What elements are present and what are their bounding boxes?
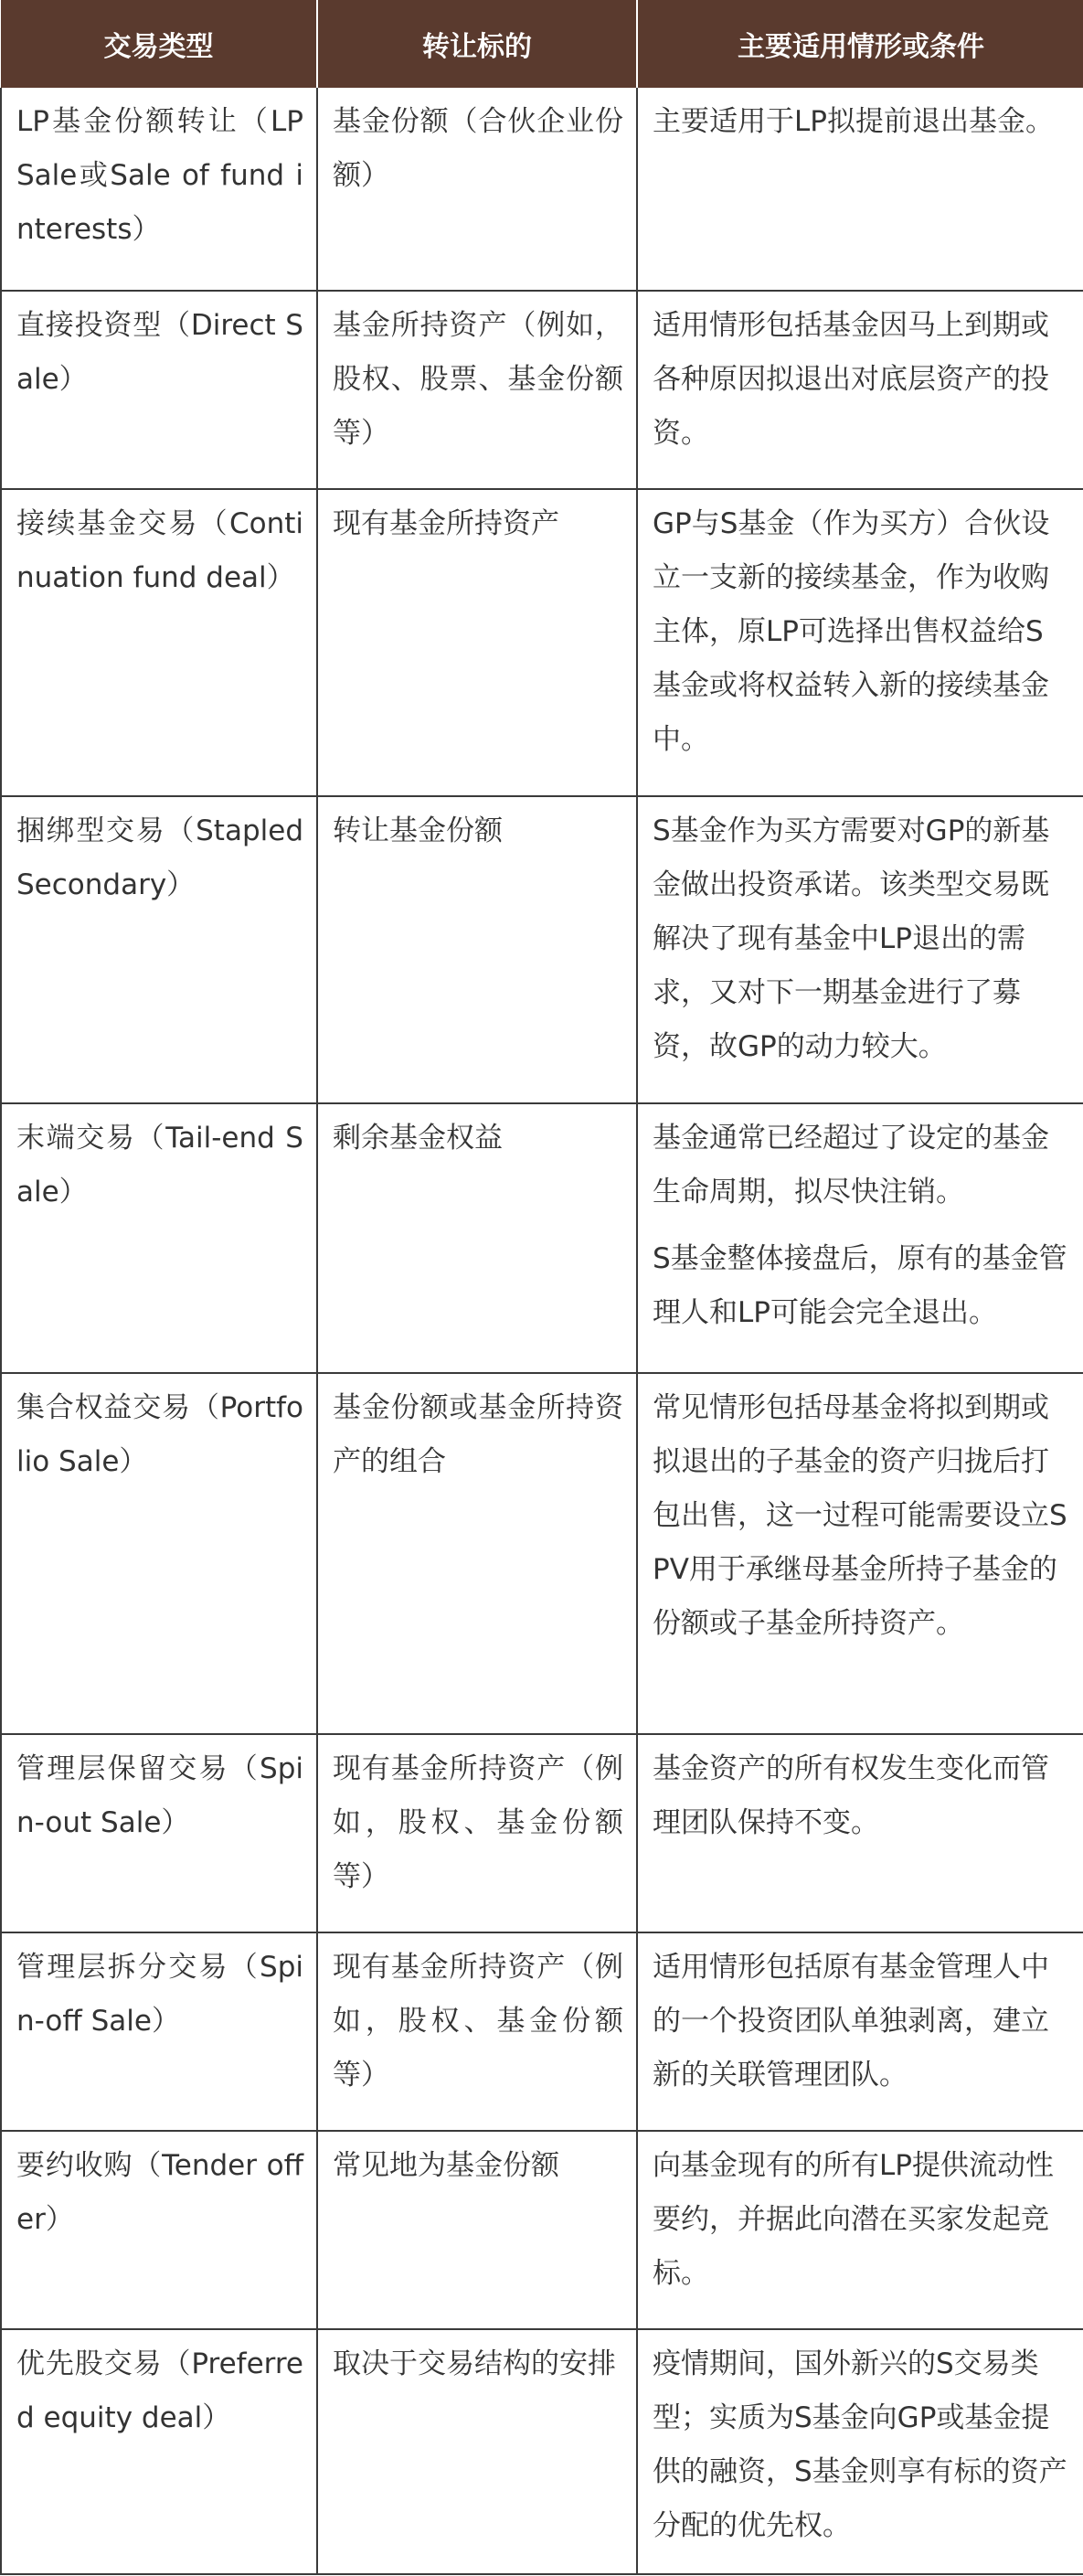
- table-row: [1, 1103, 1083, 1373]
- conditions-cell: [637, 1103, 1083, 1373]
- table-row: [1, 88, 1083, 291]
- table-row: [1, 2329, 1083, 2574]
- transfer-target-cell: 转让基金份额: [317, 796, 637, 1103]
- table-row: [1, 291, 1083, 489]
- table-row: [1, 2131, 1083, 2329]
- transaction-type-cell: 要约收购（Tender offer）: [1, 2131, 317, 2329]
- transfer-target-cell: 基金所持资产（例如，股权、股票、基金份额等）: [317, 291, 637, 489]
- conditions-paragraph: 向基金现有的所有LP提供流动性要约，并据此向潜在买家发起竞标。: [653, 2149, 1054, 2290]
- transaction-type-cell: LP基金份额转让（LP Sale或Sale of fund interests）: [1, 88, 317, 291]
- header-transaction-type: 交易类型: [1, 0, 317, 88]
- conditions-cell: [637, 1373, 1083, 1734]
- header-applicable-conditions: 主要适用情形或条件: [637, 0, 1083, 88]
- conditions-cell: [637, 796, 1083, 1103]
- conditions-cell: [637, 1734, 1083, 1932]
- conditions-cell: [637, 489, 1083, 796]
- conditions-cell: [637, 2131, 1083, 2329]
- conditions-paragraph: 适用情形包括基金因马上到期或各种原因拟退出对底层资产的投资。: [653, 309, 1049, 450]
- transfer-target-cell: 基金份额（合伙企业份额）: [317, 88, 637, 291]
- table-row: [1, 489, 1083, 796]
- conditions-cell: [637, 291, 1083, 489]
- table-header-row: [1, 0, 1083, 88]
- transaction-type-cell: 管理层拆分交易（Spin-off Sale）: [1, 1932, 317, 2131]
- conditions-paragraph: S基金作为买方需要对GP的新基金做出投资承诺。该类型交易既解决了现有基金中LP退出的需求，又对下一期基金进行了募资，故GP的动力较大。: [653, 814, 1050, 1063]
- transfer-target-cell: 常见地为基金份额: [317, 2131, 637, 2329]
- transaction-type-cell: 直接投资型（Direct Sale）: [1, 291, 317, 489]
- transaction-type-cell: 捆绑型交易（Stapled Secondary）: [1, 796, 317, 1103]
- table-row: [1, 1373, 1083, 1734]
- conditions-paragraph: 常见情形包括母基金将拟到期或拟退出的子基金的资产归拢后打包出售，这一过程可能需要设立SPV用于承继母基金所持子基金的份额或子基金所持资产。: [653, 1391, 1067, 1640]
- conditions-cell: [637, 2329, 1083, 2574]
- transaction-type-cell: 接续基金交易（Continuation fund deal）: [1, 489, 317, 796]
- transfer-target-cell: 剩余基金权益: [317, 1103, 637, 1373]
- table-row: [1, 1932, 1083, 2131]
- conditions-paragraph: S基金整体接盘后，原有的基金管理人和LP可能会完全退出。: [653, 1242, 1067, 1329]
- conditions-paragraph: 基金资产的所有权发生变化而管理团队保持不变。: [653, 1752, 1049, 1839]
- conditions-cell: [637, 1932, 1083, 2131]
- conditions-paragraph: 主要适用于LP拟提前退出基金。: [653, 105, 1054, 138]
- header-transfer-target: 转让标的: [317, 0, 637, 88]
- transfer-target-cell: 现有基金所持资产（例如，股权、基金份额等）: [317, 1932, 637, 2131]
- conditions-paragraph: 适用情形包括原有基金管理人中的一个投资团队单独剥离，建立新的关联管理团队。: [653, 1951, 1049, 2092]
- conditions-paragraph: 基金通常已经超过了设定的基金生命周期，拟尽快注销。: [653, 1122, 1049, 1208]
- transaction-type-cell: 末端交易（Tail-end Sale）: [1, 1103, 317, 1373]
- transaction-type-cell: 优先股交易（Preferred equity deal）: [1, 2329, 317, 2574]
- transfer-target-cell: 现有基金所持资产（例如，股权、基金份额等）: [317, 1734, 637, 1932]
- table-row: [1, 1734, 1083, 1932]
- conditions-paragraph: GP与S基金（作为买方）合伙设立一支新的接续基金，作为收购主体，原LP可选择出售权益给S基金或将权益转入新的接续基金中。: [653, 507, 1050, 756]
- transfer-target-cell: 现有基金所持资产: [317, 489, 637, 796]
- transaction-type-cell: 集合权益交易（Portfolio Sale）: [1, 1373, 317, 1734]
- transfer-target-cell: 基金份额或基金所持资产的组合: [317, 1373, 637, 1734]
- transaction-type-cell: 管理层保留交易（Spin-out Sale）: [1, 1734, 317, 1932]
- transfer-target-cell: 取决于交易结构的安排: [317, 2329, 637, 2574]
- table-row: [1, 796, 1083, 1103]
- conditions-cell: [637, 88, 1083, 291]
- conditions-paragraph: 疫情期间，国外新兴的S交易类型；实质为S基金向GP或基金提供的融资，S基金则享有标的资产分配的优先权。: [653, 2347, 1067, 2542]
